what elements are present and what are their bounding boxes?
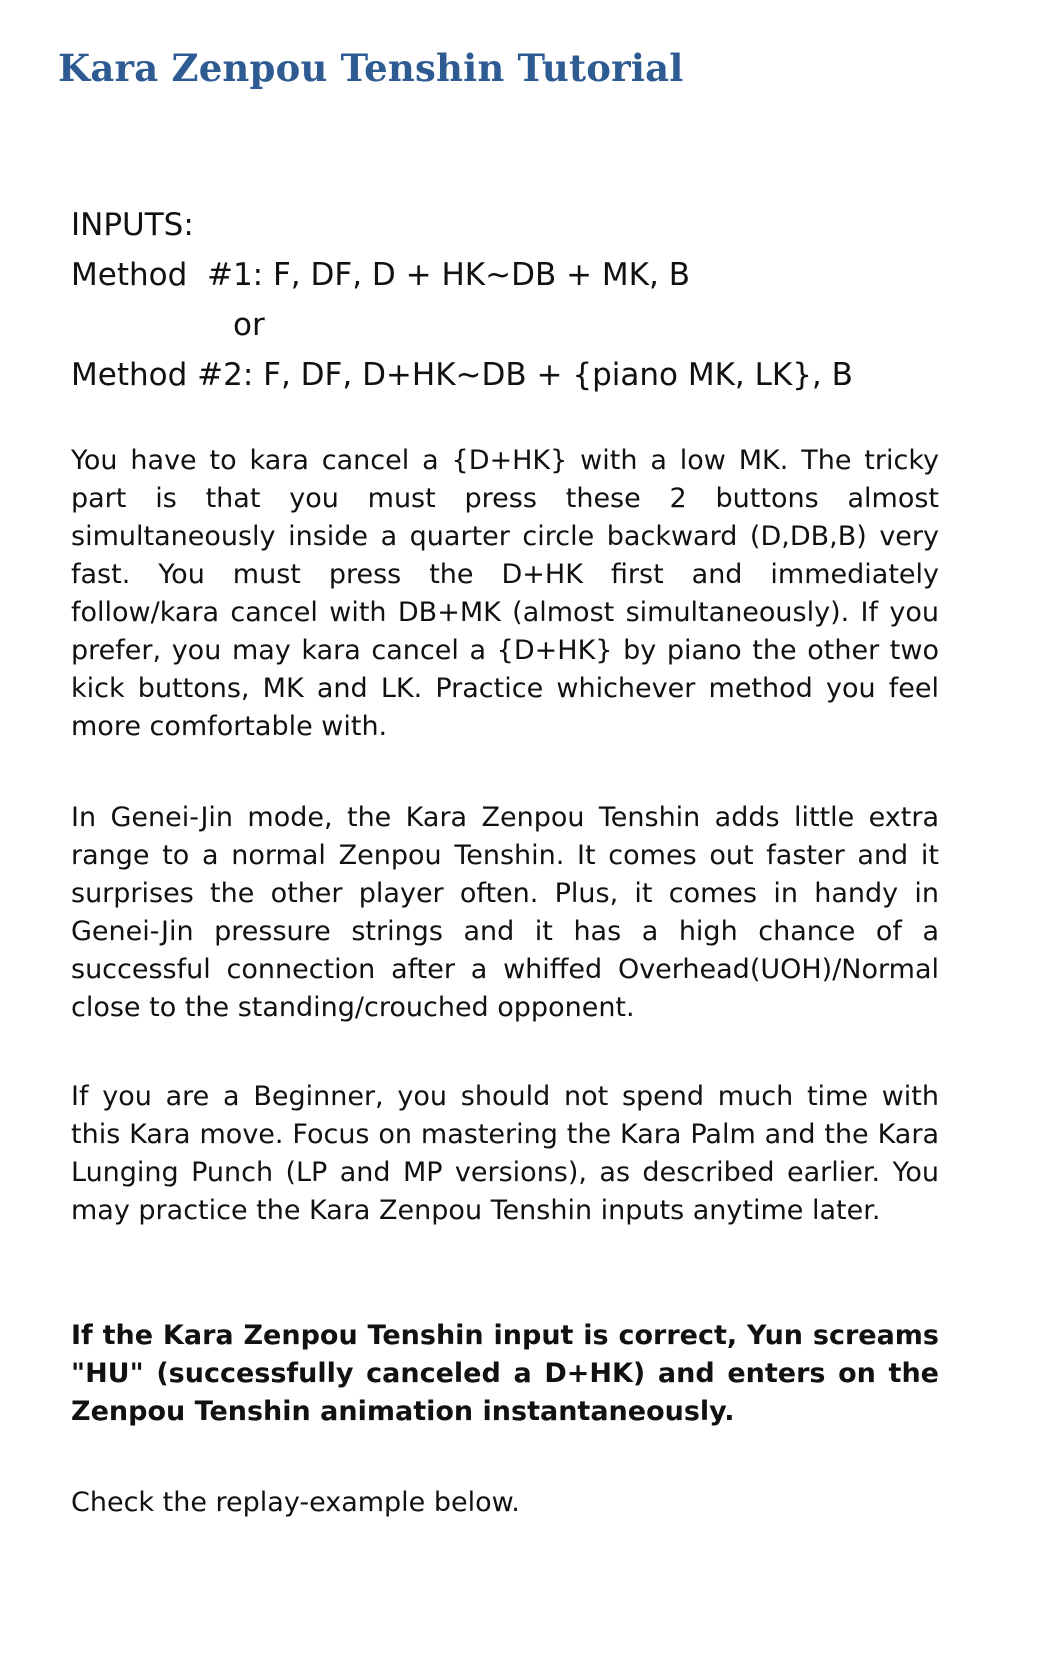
- paragraph-beginner: If you are a Beginner, you should not spend much time with this Kara move. Focus on mastering the Kara Palm and the Kara Lunging Punch (LP and MP versions), as described earlier. You may practice the Kara Zenpou Tenshin inputs anytime later.: [71, 1081, 939, 1226]
- or-separator: or: [233, 307, 265, 343]
- paragraph-replay: Check the replay-example below.: [71, 1487, 520, 1518]
- inputs-block: [71, 200, 853, 400]
- paragraph-kara-cancel: You have to kara cancel a {D+HK} with a low MK. The tricky part is that you must press these 2 buttons almost simultaneously inside a quarter circle backward (D,DB,B) very fast. You must press the D+HK first and immediately follow/kara cancel with DB+MK (almost simultaneously). If you prefer, you may kara cancel a {D+HK} by piano the other two kick buttons, MK and LK. Practice whichever method you feel more comfortable with.: [71, 445, 939, 742]
- inputs-heading: INPUTS:: [71, 207, 194, 243]
- paragraph-correct-input: If the Kara Zenpou Tenshin input is correct, Yun screams "HU" (successfully canceled a D+HK) and enters on the Zenpou Tenshin animation instantaneously.: [71, 1320, 939, 1427]
- paragraph-genei-jin: In Genei-Jin mode, the Kara Zenpou Tenshin adds little extra range to a normal Zenpou Tenshin. It comes out faster and it surprises the other player often. Plus, it comes in handy in Genei-Jin pressure strings and it has a high chance of a successful connection after a whiffed Overhead(UOH)/Normal close to the standing/crouched opponent.: [71, 802, 939, 1023]
- method-2-input: Method #2: F, DF, D+HK~DB + {piano MK, LK}, B: [71, 357, 853, 393]
- document-title: Kara Zenpou Tenshin Tutorial: [58, 46, 684, 90]
- method-1-input: Method #1: F, DF, D + HK~DB + MK, B: [71, 257, 690, 293]
